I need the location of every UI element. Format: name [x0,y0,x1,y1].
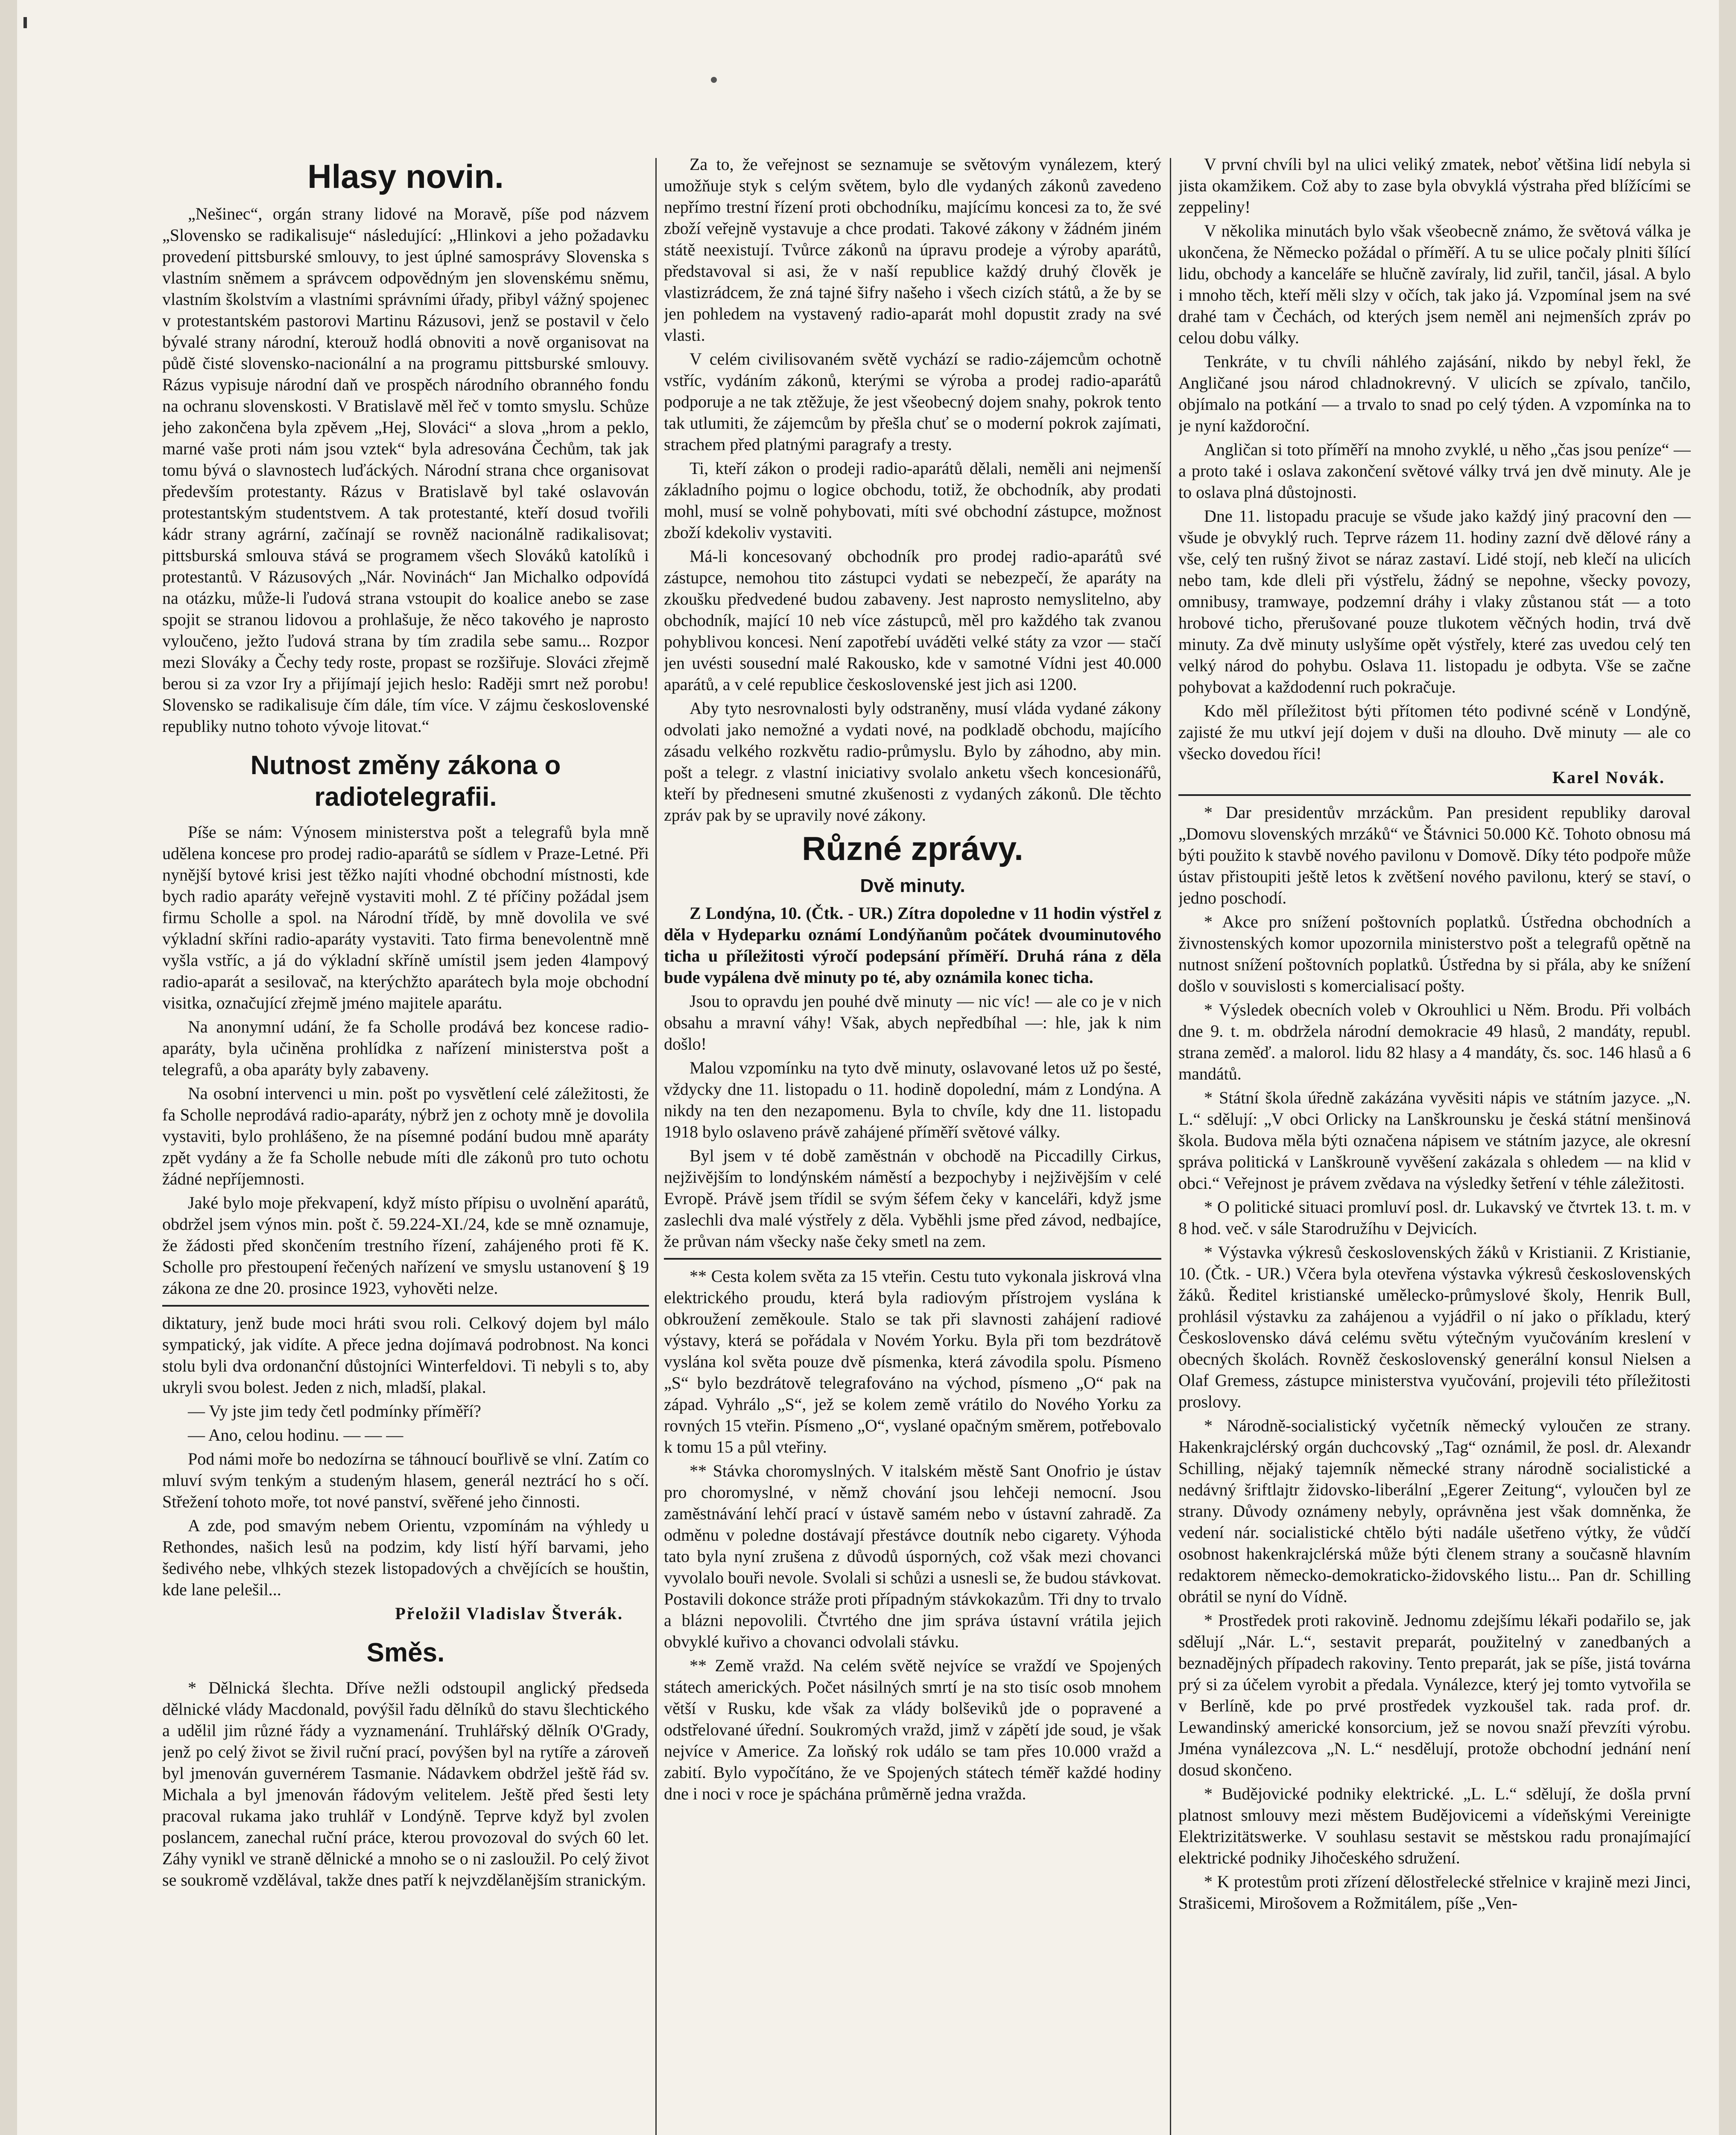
article-paragraph: Na anonymní udání, že fa Scholle prodává bez koncese radio-aparáty, byla učiněna prohlídka z nařízení ministerstva pošt a telegrafů, a oba aparáty byly zabaveny. [162,1017,649,1079]
article-paragraph: V několika minutách bylo však všeobecně známo, že světová válka je ukončena, že Německo požádal o příměří. A tu se ulice počaly plniti šílící lidu, obchody a kanceláře se hlučně zavíraly, lid zuřil, tančil, jásal. A bylo i mnoho těch, kteří měli slzy v očích, tak jako já. Vzpomínal jsem na své drahé tam v Čechách, od kterých jsem neměl ani nejmenších zpráv po celou dobu války. [1178,221,1691,347]
page-right-edge [1719,0,1736,2135]
article-paragraph: A zde, pod smavým nebem Orientu, vzpomínám na výhledy u Rethondes, našich lesů na podzim, kdy listí hýří barvami, jeho šedivého nebe, vlhkých stezek listopadových a chvějících se houštin, kde lane pelešil... [162,1516,649,1599]
article-paragraph: ** Země vražd. Na celém světě nejvíce se vraždí ve Spojených státech amerických. Počet násilných smrtí je na sto tisíc osob mnohem větší v Rusku, kde však za vlády bolševiků jde o popravené a odstřelované úřední. Soukromých vražd, jimž v zápětí jde soud, je však nejvíce v Americe. Za loňský rok událo se tam přes 10.000 vražd a zabití. Bylo vypočítáno, že ve Spojených státech téměř každé hodiny dne i noci v roce je spáchána průměrně jedna vražda. [664,1656,1161,1803]
article-paragraph: — Vy jste jim tedy četl podmínky příměří? [188,1401,481,1421]
article-paragraph: Jsou to opravdu jen pouhé dvě minuty — nic víc! — ale co je v nich obsahu a mravní váhy! Však, abych nepředbíhal —: hle, jak k nim došlo! [664,991,1161,1053]
article-paragraph: Aby tyto nesrovnalosti byly odstraněny, musí vláda vydané zákony odvolati jako nemožné a vydati nové, na podkladě obchodu, majícího zásadu velkého rozkvětu radio-průmyslu. Bylo by záhodno, aby min. pošt a telegr. z vlastní iniciativy svolalo anketu všech koncesionářů, kteří by předneseni smutné zkušenosti z vydaných zákonů. Dle těchto zpráv pak by se upravily nové zákony. [664,699,1161,825]
article-paragraph: — Ano, celou hodinu. — — — [188,1425,403,1445]
article-paragraph: ** Stávka choromyslných. V italském městě Sant Onofrio je ústav pro choromyslné, v němž chování jsou lehčeji nemocní. Jsou zaměstnávání lehčí prací v ústavě samém nebo v ústavní zahradě. Za odměnu v poledne dostávají přestávce doutník nebo cigarety. Výhoda tato byla nyní zrušena z důvodů úsporných, což však mezi chovanci vyvolalo bouři nevole. Svolali si schůzi a usnesli se, že budou stávkovat. Postavili dokonce stráže proti případným stávkokazům. Tři dny to trvalo a blázni nepovolili. Čtvrtého dne jim správa ústavní vrátila jejich obvyklé kuřivo a chovanci odvolali stávku. [664,1461,1161,1651]
page-notch [23,17,27,28]
article-paragraph: Píše se nám: Výnosem ministerstva pošt a telegrafů byla mně udělena koncese pro prodej radio-aparátů se sídlem v Praze-Letné. Při nynější bytové krisi jest těžko najíti vhodné obchodní místnosti, kde bych radio aparáty veřejně vystaviti mohl. Z té příčiny požádal jsem firmu Scholle a spol. na Národní třídě, by mně dovolila ve své výkladní skříni radio-aparáty vystaviti. Tato firma benevolentně mně vyšla vstříc, a já do výkladní skříně umístil jsem jeden 4lampový radio-aparát a sesilovač, na kterýchžto aparátech byla moje obchodní visitka, označující zřejmě jméno majitele aparátu. [162,822,649,1012]
page-left-edge [0,0,17,2135]
article-paragraph: Kdo měl příležitost býti přítomen této podivné scéně v Londýně, zajisté že mu utkví její dojem v duši na dlouho. Dvě minuty — ale co všecko dovedou říci! [1178,701,1691,763]
article-paragraph: Pod námi moře bo nedozírna se táhnoucí bouřlivě se vlní. Zatím co mluví svým tenkým a studeným hlasem, generál neztrácí ho s očí. Střežení tohoto moře, tot nové panství, svěřené jeho činnosti. [162,1449,649,1511]
article-paragraph: Za to, že veřejnost se seznamuje se světovým vynálezem, který umožňuje styk s celým světem, bylo dle vydaných zákonů zavedeno nepřímo trestní řízení proti obchodníku, majícímu koncesi za to, že své zboží veřejně vystavuje a chce prodati. Takové zákony v žádném jiném státě neexistují. Tvůrce zákonů na úpravu prodeje a výroby aparátů, představoval si asi, že v naší republice každý druhý člověk je vlastizrádcem, že zná tajné šifry našeho i všech cizích států, a že by se jen pohledem na vystavený radio-aparát mohl dopustit zrady na své vlasti. [664,155,1161,345]
author-signature: Karel Novák. [1552,768,1665,787]
article-paragraph: V celém civilisovaném světě vychází se radio-zájemcům ochotně vstříc, vydáním zákonů, kterými se výroba a prodej radio-aparátů podporuje a ne tak ztěžuje, že jest všeobecný dojem snahy, pokrok tento tak utlumiti, že zájemcům by přešla chuť se o moderní pokrok zajímati, strachem před platnými paragrafy a tresty. [664,349,1161,454]
article-paragraph: Tenkráte, v tu chvíli náhlého zajásání, nikdo by nebyl řekl, že Angličané jsou národ chladnokrevný. V ulicích se zpívalo, tančilo, objímalo na potkání — a trvalo to snad po celý týden. A vzpomínka na to je nyní každoroční. [1178,352,1691,435]
news-item: * Státní škola úředně zakázána vyvěsiti nápis ve státním jazyce. „N. L.“ sdělují: „V obci Orlicky na Lanškrounsku je česká státní menšinová škola. Budova měla býti označena nápisem ve státním jazyce, ale okresní správa politická v Lanškrouně vyvěšení zakázala s ohledem — na klid v obci.“ Veřejnost je právem zvědava na výsledky šetření v téhle záležitosti. [1178,1088,1691,1193]
article-paragraph: Z Londýna, 10. (Čtk. - UR.) Zítra dopoledne v 11 hodin výstřel z děla v Hydeparku oznámí Londýňanům počátek dvouminutového ticha u příležitosti výročí podepsání příměří. Druhá rána z děla bude vypálena dvě minuty po té, aby oznámila konec ticha. [664,904,1161,987]
horizontal-rule [1178,794,1691,796]
news-item: * Národně-socialistický vyčetník německý vyloučen ze strany. Hakenkrajclérský orgán duchcovský „Tag“ oznámil, že posl. dr. Alexandr Schilling, nějaký tajemník německé strany národně socialistické a nedávný šriftlajtr židovsko-liberální „Egerer Zeitung“, vyloučen byl ze strany. Důvody oznámeny nebyly, oprávněna jest však domněnka, že vedení nár. socialistické chtělo býti nadále ušetřeno výtky, že vůdčí osobnost hakenkrajclérská může býti členem strany a současně hlavním redaktorem německo-demokraticko-židovského listu... Pan dr. Schilling obrátil se nyní do Vídně. [1178,1416,1691,1606]
column-middle [664,154,1161,2135]
article-paragraph: Jaké bylo moje překvapení, když místo přípisu o uvolnění aparátů, obdržel jsem výnos min. pošt č. 59.224-XI./24, kde se mně oznamuje, že žádosti před skončením trestního řízení, zahájeného proti fě K. Scholle pro přestoupení řečených nařízení ve smyslu ustanovení § 19 zákona ze dne 20. prosince 1923, vyhověti nelze. [162,1193,649,1298]
article-paragraph: Angličan si toto příměří na mnoho zvyklé, u něho „čas jsou peníze“ — a proto také i oslava zakončení světové války trvá jen dvě minuty. Ale je to oslava plná důstojnosti. [1178,440,1691,502]
horizontal-rule [664,1258,1161,1260]
horizontal-rule [162,1305,649,1307]
article-headline-radiotelegrafie: Nutnost změny zákona o radiotelegrafii. [250,751,561,812]
article-paragraph: Má-li koncesovaný obchodník pro prodej radio-aparátů své zástupce, nemohou tito zástupci vydati se nebezpečí, že aparáty na zkoušku předvedené budou zabaveny. Jest naprosto nemyslitelno, aby obchodník, mající 10 neb více zástupců, měl pro každého tak zvanou pohyblivou koncesi. Není zapotřebí uváděti velké státy za vzor — stačí jen uvésti sousední malé Rakousko, kde v samotné Vídni jest 40.000 aparátů, a v celé republice československé jest jich asi 1200. [664,547,1161,694]
article-paragraph: „Nešinec“, orgán strany lidové na Moravě, píše pod názvem „Slovensko se radikalisuje“ následující: „Hlinkovi a jeho požadavku provedení pittsburské smlouvy, to jest úplné samosprávy Slovenska s vlastním sněmem a správcem odpovědným jen slovenskému sněmu, vlastním školstvím a vlastními správními úřady, přibyl vážný spojenec v protestantském pastorovi Martinu Rázusovi, jenž se postavil v čelo bývalé strany národní, kterouž hodlá obnoviti a nově organisovat na půdě čisté slovensko-nacionální a na programu pittsburské smlouvy. Rázus vypisuje národní daň ve prospěch národního obranného fondu na ochranu slovenskosti. V Bratislavě měl řeč v tomto smyslu. Schůze jeho zakončena byla zpěvem „Hej, Slováci“ a slova „hrom a peklo, marné vaše proti nám jsou vztek“ byla adresována Čechům, tak jak tomu bývá o slavnostech luďáckých. Národní strana chce organisovat především protestanty. Rázus v Bratislavě byl také oslavován protestantským studentstvem. A tak protestanté, kteří dosud tvořili kádr strany agrární, začínají se rovněž nacionálně radikalisovat; pittsburská smlouva stává se programem všech Slováků katolíků i protestantů. V Rázusových „Nár. Novinách“ Jan Michalko odpovídá na otázku, může-li ľudová strana vstoupit do koalice anebo se zase spojit se stranou lidovou a prohlašuje, že něco takového je naprosto vyloučeno, ježto ľudová strana by tím zradila sebe samu... Rozpor mezi Slováky a Čechy tedy roste, propast se rozšiřuje. Slováci zřejmě berou si za vzor Iry a přijímají jejich heslo: Raději smrt než porobu! Slovensko se radikalisuje čím dále, tím více. V zájmu československé republiky nutno tohoto vývoje litovat.“ [162,204,649,736]
article-paragraph: V první chvíli byl na ulici veliký zmatek, neboť většina lidí nebyla si jista okamžikem. Což aby to zase byla obvyklá výstraha před blížícími se zeppeliny! [1178,155,1691,216]
news-item: * Výsledek obecních voleb v Okrouhlici u Něm. Brodu. Při volbách dne 9. t. m. obdržela národní demokracie 49 hlasů, 2 mandáty, republ. strana zeměď. a malorol. lidu 82 hlasy a 4 mandáty, čs. soc. 146 hlasů a 6 mandátů. [1178,1000,1691,1083]
news-item: * K protestům proti zřízení dělostřelecké střelnice v krajině mezi Jinci, Strašicemi, Mirošovem a Rožmitálem, píše „Ven- [1178,1872,1691,1913]
news-item: * Budějovické podniky elektrické. „L. L.“ sdělují, že došla první platnost smlouvy mezi městem Budějovicemi a vídeňskými Vereinigte Elektrizitätswerke. V souhlasu sestavit se městskou radu pronajímající elektrické podniky Jihočeského sdružení. [1178,1784,1691,1867]
article-paragraph: * Dělnická šlechta. Dříve nežli odstoupil anglický předseda dělnické vlády Macdonald, povýšil řadu dělníků do stavu šlechtického a udělil jim různé řády a vyznamenání. Truhlářský dělník O'Grady, jenž po celý život se živil ruční prací, povýšen byl na rytíře a zároveň byl jmenován guvernérem Tasmanie. Nádavkem obdržel ještě řád sv. Michala a byl jmenován řádovým velitelem. Ještě před šesti lety pracoval rukama jako truhlář v Londýně. Teprve když byl zvolen poslancem, zanechal ruční práce, kterou provozoval do svých 60 let. Záhy vynikl ve straně dělnické a mnoho se o ni zasloužil. Po celý život se soukromě vzdělával, takže dnes patří k nejvzdělanějším stranickým. [162,1678,649,1889]
news-item: * O politické situaci promluví posl. dr. Lukavský ve čtvrtek 13. t. m. v 8 hod. več. v sále Starodružíhu v Dejvicích. [1178,1197,1691,1238]
section-title-hlasy-novin: Hlasy novin. [307,158,504,195]
article-paragraph: Na osobní intervenci u min. pošt po vysvětlení celé záležitosti, že fa Scholle neprodává radio-aparáty, nýbrž jen z ochoty mně je dovolila vystaviti, bylo prohlášeno, že na písemné podání budou mně aparáty zpět vydány a že fa Scholle nebude míti dle zákonů pro tuto ochotu žádné nepříjemnosti. [162,1084,649,1188]
page-dot [711,77,717,83]
column-right [1178,154,1691,2135]
article-paragraph: Ti, kteří zákon o prodeji radio-aparátů dělali, neměli ani nejmenší základního pojmu o logice obchodu, totiž, že obchodník, aby prodati mohl, musí se volně pohybovati, míti své obchodní zástupce, možnost zboží kdekoliv vystaviti. [664,459,1161,542]
news-item: * Akce pro snížení poštovních poplatků. Ústředna obchodních a živnostenských komor upozornila ministerstvo pošt a telegrafů opětně na nutnost snížení poštovních poplatků. Ústředna by si přála, aby ke snížení došlo v souvislosti s komercialisací pošty. [1178,912,1691,995]
article-paragraph: Byl jsem v té době zaměstnán v obchodě na Piccadilly Cirkus, nejživějším to londýnském náměstí a bezpochyby i nejživějším v celé Evropě. Právě jsem třídil se svým šéfem čeky v kanceláři, když jsme zaslechli dva malé výstřely z děla. Vyběhli jsme před závod, nedbajíce, že průvan nám všecky naše čeky smetl na zem. [664,1146,1161,1251]
section-title-ruzne-zpravy: Různé zprávy. [802,830,1023,867]
column-rule [1170,158,1171,2135]
article-headline-dve-minuty: Dvě minuty. [860,875,965,896]
article-paragraph: ** Cesta kolem světa za 15 vteřin. Cestu tuto vykonala jiskrová vlna elektrického proudu, která byla radiovým přístrojem vyslána k obkroužení zeměkoule. Stalo se tak při slavnosti zahájení radiové výstavy, která se pořádala v Novém Yorku. Byla při tom bezdrátově vyslána kol světa pouze dvě písmenka, která závodila spolu. Písmeno „S“ bylo bezdrátově telegrafováno na východ, písmeno „O“ pak na západ. Vyhrálo „S“, jež se kolem země vrátilo do Nového Yorku za rovných 15 vteřin. Písmeno „O“, vyslané opačným směrem, potřebovalo k tomu 15 a půl vteřiny. [664,1266,1161,1456]
news-item: * Výstavka výkresů československých žáků v Kristianii. Z Kristianie, 10. (Čtk. - UR.) Včera byla otevřena výstavka výkresů československých žáků. Ředitel kristianské umělecko-průmyslové školy, Henrik Bull, prohlásil výstavku za zahájenou a vyjádřil o ní jako o příkladu, který Československo dává celému světu výtečným vyučováním kreslení v obecných školách. Rovněž československý generální konsul Nielsen a Olaf Gremess, zástupce ministerstva vyučování, projevili této příležitosti proslovy. [1178,1243,1691,1411]
article-paragraph: Malou vzpomínku na tyto dvě minuty, oslavované letos už po šesté, vždycky dne 11. listopadu o 11. hodině dopolední, mám z Londýna. A nikdy na ten den nezapomenu. Byla to chvíle, kdy dne 11. listopadu 1918 bylo oslaveno právě zahájené příměří světové války. [664,1058,1161,1141]
column-left [162,154,649,2135]
news-item: * Dar presidentův mrzáckům. Pan president republiky daroval „Domovu slovenských mrzáků“ ve Štávnici 50.000 Kč. Tohoto obnosu má býti použito k stavbě nového pavilonu v Domově. Díky této podpoře může ústav přistoupiti ještě letos k zvětšení nového pavilonu, který se staví, o jedno poschodí. [1178,803,1691,907]
column-rule [655,158,657,2135]
section-title-smes: Směs. [366,1638,445,1667]
article-paragraph: Dne 11. listopadu pracuje se všude jako každý jiný pracovní den — všude je obvyklý ruch. Teprve rázem 11. hodiny zazní dvě dělové rány a vše, celý ten rušný život se náraz zastaví. Lidé stojí, neb klečí na ulicích nebo tam, kde dleli při výstřelu, žádný se nepohne, všecky povozy, omnibusy, tramwaye, podzemní dráhy i vlaky zůstanou stát — a toto hrobové ticho, přerušované pouze tlukotem věčných hodin, trvá dvě minuty. Za dvě minuty uslyšíme opět výstřely, které zas uvedou celý ten velký národ do pohybu. Oslava 11. listopadu je odbyta. Vše se začne pohybovat a každodenní ruch pokračuje. [1178,506,1691,696]
translator-signature: Přeložil Vladislav Štverák. [395,1604,623,1623]
news-item: * Prostředek proti rakovině. Jednomu zdejšímu lékaři podařilo se, jak sdělují „Nár. L.“, sestavit preparát, použitelný v zanedbaných a beznadějných případech rakoviny. Tento preparát, jak se píše, jistá továrna prý si za účelem vyrobit a předala. Vynálezce, který jej tomto vytvořila se v Berlíně, kde po prvé prostředek vyzkoušel tak. rada prof. dr. Lewandinský americké konsorcium, jež se novou snaží převzíti výrobu. Jména vynálezcova „N. L.“ nesdělují, protože obchodní jednání není dosud skončeno. [1178,1611,1691,1779]
article-paragraph: diktatury, jenž bude moci hráti svou roli. Celkový dojem byl málo sympatický, jak vidíte. A přece jedna dojímavá podrobnost. Na konci stolu byli dva ordonanční důstojníci Winterfeldovi. Ti nebyli s to, aby ukryli svou bolest. Jeden z nich, mladší, plakal. [162,1313,649,1397]
